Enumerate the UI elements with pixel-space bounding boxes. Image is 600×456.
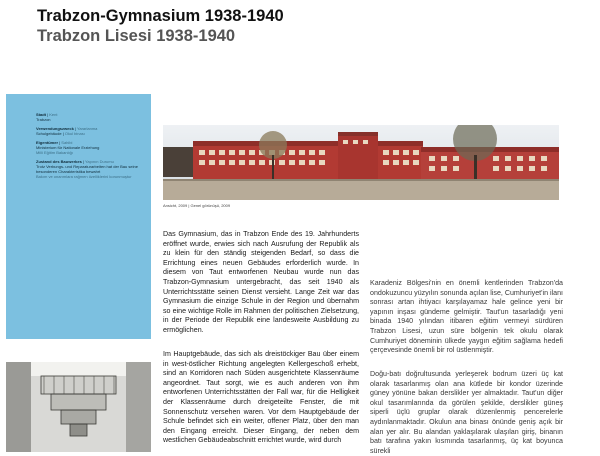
info-value: Trabzon	[36, 117, 51, 122]
info-value: Schulgebäude	[36, 131, 62, 136]
staircase-photo	[6, 362, 151, 452]
info-value-turkish: Bakım ve onarımlara rağmen özelliklerini korunmuştur	[36, 174, 132, 179]
page-header	[37, 6, 284, 46]
staircase-illustration	[6, 362, 151, 452]
info-group-use: Verwendungszweck | Yararlanma Schulgebäude | Okul binası	[36, 126, 98, 136]
info-label-turkish: Yapının Durumu	[85, 159, 114, 164]
page-title-turkish: Trabzon Lisesi 1938-1940	[37, 27, 236, 45]
info-label: Zustand des Bauwerkes	[36, 159, 82, 164]
turkish-paragraph: Karadeniz Bölgesi'nin en önemli kentlerinden Trabzon'da ondokuzuncu yüzyılın sonunda açılan lise, Cumhuriyet'in ilanı sonrası artan ihtiyacı karşılayamaz hale gelince yeni bir yapının inşası gündeme gelmiştir. Taut'un tasarladığı yeni binada 1940 yılından itibaren eğitim vermeyi sürdüren Trabzon Lisesi, uzun süre bölgenin tek okulu olarak Cumhuriyet döneminin ülkede yaygın eğitim sağlama hedefi çerçevesinde önemli bir rol üstlenmiştir.	[370, 279, 563, 355]
info-value: Trotz Verbungs- und Reparaturarbeiten hat der Bau seine besonderen Charakteristika bewahrt	[36, 164, 138, 174]
info-group-owner: Eigentümer | Sahibi Ministerium für Nationale Erziehung Milli Eğitim Bakanlığı	[36, 140, 145, 155]
german-paragraph: Im Hauptgebäude, das sich als dreistöckiger Bau über einem in west-östlicher Richtung angelegten Kellergeschoß erhebt, sind an Korridoren nach Süden ausgerichtete Klassenräume angeordnet. Taut sorgt, wie es auch anderen von ihm entworfenen Unterrichtsstätten der Fall war, für die Helligkeit der Klassenräume durch dreigeteilte Fenster, die mit Sonnenschutz versehen waren. Vor dem Hauptgebäude der Schule befindet sich ein weiter, offener Platz, über den man den Eingang erreicht. Dieser Eingang, der neben dem westlichen Gebäudeabschnitt errichtet wurde, wird durch	[163, 350, 359, 445]
school-panorama-photo	[163, 125, 559, 200]
info-value-turkish: Okul binası	[64, 131, 85, 136]
photo-caption: Ansicht, 2009 | Genel görünüşü, 2009	[163, 203, 231, 208]
turkish-paragraph: Doğu-batı doğrultusunda yerleşerek bodrum üzeri üç kat olarak tasarlanmış olan ana kütlede bir kondor üzerinde güney yönüne bakan derslikler yer almaktadır. Taut'un diğer okul tasarımlarında da görülen şekilde, derslikler güneş siperli üçlü gruplar olarak düzenlenmiş pencerelerle aydınlanmaktadır. Okulun ana binası önünde geniş açık bir alan yer alır. Bu alandan yaklaşılarak ulaşılan giriş, binanın batı tarafına yakın kısmında tasarlanmış, üç kat boyunca sürekli	[370, 370, 563, 455]
info-label: Verwendungszweck	[36, 126, 74, 131]
info-panel	[6, 94, 151, 339]
info-value-turkish: Milli Eğitim Bakanlığı	[36, 150, 73, 155]
panorama-illustration	[163, 125, 559, 200]
info-group-condition: Zustand des Bauwerkes | Yapının Durumu Trotz Verbungs- und Reparaturarbeiten hat der Bau seine besonderen Charakteristika bewahrt Bakım ve onarımlara rağmen özelliklerini korunmuştur	[36, 159, 145, 179]
info-label: Stadt	[36, 112, 46, 117]
info-value: Ministerium für Nationale Erziehung	[36, 145, 100, 150]
info-label-turkish: Kent	[49, 112, 58, 117]
info-group-city: Stadt | Kent Trabzon	[36, 112, 145, 122]
info-label: Eigentümer	[36, 140, 59, 145]
info-label-turkish: Yararlanma	[77, 126, 98, 131]
info-label-turkish: Sahibi	[61, 140, 73, 145]
german-paragraph: Das Gymnasium, das in Trabzon Ende des 19. Jahrhunderts eröffnet wurde, erwies sich nach Ausrufung der Republik als zu klein für den ständig steigenden Bedarf, so dass die Errichtung eines neuen Gebäudes erforderlich wurde. In diesem von Taut entworfenen Neubau wurde nun das Trabzon-Gymnasium untergebracht, das seit 1940 als Unterrichtsstätte seinen Dienst versieht. Lange Zeit war das Gymnasium die einzige Schule in der Region und übernahm so eine wichtige Rolle im Rahmen der politischen Zielsetzung, in der Periode der Republik eine landesweite Ausbildung zu ermöglichen.	[163, 230, 359, 334]
page-title-german: Trabzon-Gymnasium 1938-1940	[37, 7, 284, 25]
